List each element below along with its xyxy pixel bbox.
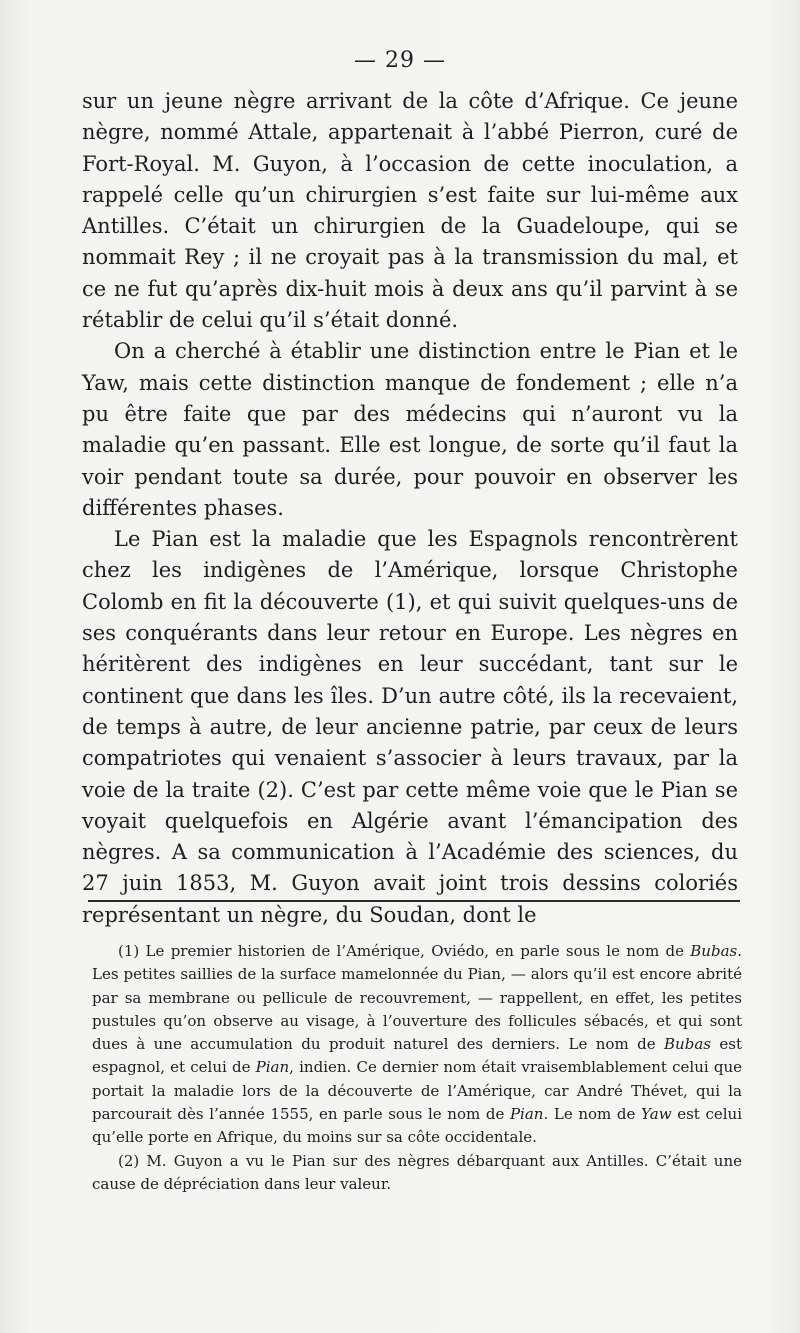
footnote-2: (2) M. Guyon a vu le Pian sur des nègres débarquant aux Antilles. C’était une cause de dépréciation dans leur valeur. <box>92 1151 742 1193</box>
footnote-1-text: est espagnol, et celui de <box>92 1035 743 1077</box>
footnote-1-text: est celui qu’elle porte en Afrique, du moins sur sa côte occidentale. <box>92 1105 742 1147</box>
footnote-1-text: , indien. Ce dernier nom était vraisemblablement celui que portait la maladie lors de la découverte de l’Amérique, car André Thévet, qui la parcourait dès l’année 1555, en parle sous le nom de <box>92 1058 743 1124</box>
paragraph-2: On a cherché à établir une distinction entre le Pian et le Yaw, mais cette distinction manque de fondement ; elle n’a pu être faite que par des médecins qui n’auront vu la maladie qu’en passant. Elle est longue, de sorte qu’il faut la voir pendant toute sa durée, pour pouvoir en observer les différentes phases. <box>82 339 738 520</box>
footnote-separator <box>88 900 740 902</box>
footnote-term: Pian <box>509 1105 544 1124</box>
footnote-1-text: (1) Le premier historien de l’Amérique, Oviédo, en parle sous le nom de <box>118 942 691 960</box>
paragraph-1: sur un jeune nègre arrivant de la côte d’Afrique. Ce jeune nègre, nommé Attale, appartenait à l’abbé Pierron, curé de Fort-Royal. M. Guyon, à l’occasion de cette inoculation, a rappelé celle qu’un chirurgien s’est faite sur lui-même aux Antilles. C’était un chirurgien de la Guadeloupe, qui se nommait Rey ; il ne croyait pas à la transmission du mal, et ce ne fut qu’après dix-huit mois à deux ans qu’il parvint à se rétablir de celui qu’il s’était donné. <box>82 89 738 333</box>
footnote-term: Pian <box>255 1058 290 1077</box>
page-number: — 29 — <box>354 48 446 73</box>
footnote-1-text: . Les petites saillies de la surface mamelonnée du Pian, — alors qu’il est encore abrité par sa membrane ou pellicule de recouvrement, — rappellent, en effet, les petites pustules qu’on observe au visage, à l’ouverture des follicules sébacés, et qui sont dues à une accumulation du produit naturel des derniers. Le nom de <box>92 942 742 1054</box>
footnote-term: Yaw <box>641 1105 672 1124</box>
footnote-term: Bubas <box>690 942 738 960</box>
footnote-1 <box>92 940 742 1150</box>
footnote-1-text: . Le nom de <box>543 1105 642 1124</box>
paragraph-3: Le Pian est la maladie que les Espagnols rencontrèrent chez les indigènes de l’Amérique, lorsque Christophe Colomb en fit la découverte (1), et qui suivit quelques-uns de ses conquérants dans leur retour en Europe. Les nègres en héritèrent des indigènes en leur succédant, tant sur le continent que dans les îles. D’un autre côté, ils la recevaient, de temps à autre, de leur ancienne patrie, par ceux de leurs compatriotes qui venaient s’associer à leurs travaux, par la voie de la traite (2). C’est par cette même voie que le Pian se voyait quelquefois en Algérie avant l’émancipation des nègres. A sa communication à l’Académie des sciences, du 27 juin 1853, M. Guyon avait joint trois dessins coloriés représentant un nègre, du Soudan, dont le <box>82 527 738 927</box>
footnotes <box>92 940 742 1196</box>
main-text <box>82 86 738 931</box>
footnote-term: Bubas <box>664 1035 711 1054</box>
